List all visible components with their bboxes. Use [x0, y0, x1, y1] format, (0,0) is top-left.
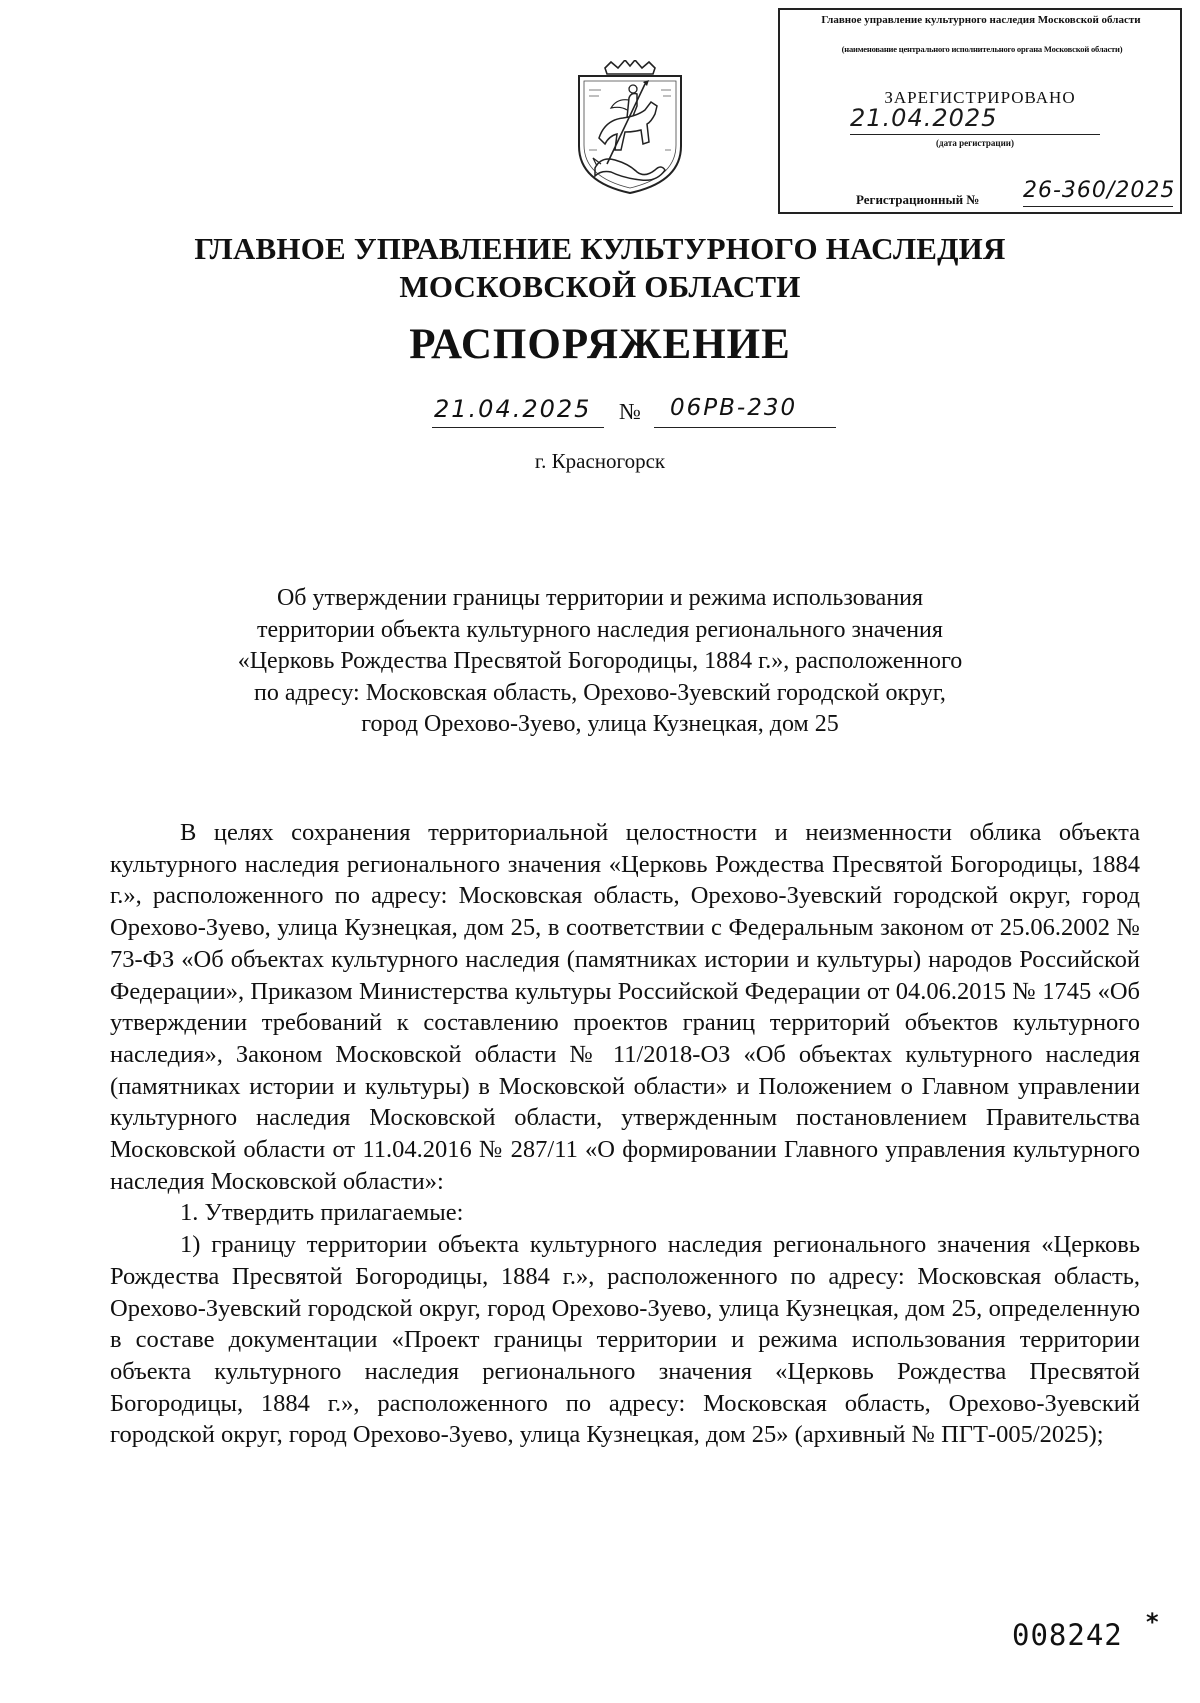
item-1-1-paragraph: 1) границу территории объекта культурного наследия регионального значения «Церковь Рождества Пресвятой Богородицы, 1884 г.», расположенного по адресу: Московская область, Орехово-Зуевский городской округ, город Орехово-Зуево, улица Кузнецкая, дом 25, определенную в составе документации «Проект границы территории и режима использования территории объекта культурного наследия регионального значения «Церковь Рождества Пресвятой Богородицы, 1884 г.», расположенного по адресу: Московская область, Орехово-Зуевский городской округ, город Орехово-Зуево, улица Кузнецкая, дом 25» (архивный № ПГТ-005/2025); — [110, 1231, 1140, 1449]
document-date: 21.04.2025 — [434, 395, 592, 423]
moscow-oblast-coat-of-arms-icon — [571, 60, 689, 195]
organization-title-line-2: МОСКОВСКОЙ ОБЛАСТИ — [399, 269, 801, 304]
document-number-line — [654, 427, 836, 428]
stamp-date: 21.04.2025 — [850, 104, 998, 132]
stamp-regnum-value: 26-360/2025 — [1023, 178, 1176, 203]
subject-line: по адресу: Московская область, Орехово-Зуевский городской округ, — [254, 679, 946, 706]
stamp-date-line — [850, 134, 1100, 135]
stamp-registered-label: ЗАРЕГИСТРИРОВАНО — [884, 88, 1076, 107]
stamp-regnum-label: Регистрационный № — [856, 192, 980, 207]
document-type: РАСПОРЯЖЕНИЕ — [409, 321, 791, 368]
preamble-paragraph: В целях сохранения территориальной целостности и неизменности облика объекта культурного наследия регионального значения «Церковь Рождества Пресвятой Богородицы, 1884 г.», расположенного по адресу: Московская область, Орехово-Зуевский городской округ, город Орехово-Зуево, улица Кузнецкая, дом 25, в соответствии с Федеральным законом от 25.06.2002 № 73-ФЗ «Об объектах культурного наследия (памятниках истории и культуры) народов Российской Федерации», Приказом Министерства культуры Российской Федерации от 04.06.2015 № 1745 «Об утверждении требований к составлению проектов границ территорий объектов культурного наследия», Законом Московской области № 11/2018-ОЗ «Об объектах культурного наследия (памятниках истории и культуры) в Московской области» и Положением о Главном управлении культурного наследия Московской области, утвержденным постановлением Правительства Московской области от 11.04.2016 № 287/11 «О формировании Главного управления культурного наследия Московской области»: — [110, 819, 1140, 1195]
document-number: 06РВ-230 — [670, 395, 798, 421]
subject-line: город Орехово-Зуево, улица Кузнецкая, дом 25 — [361, 711, 839, 737]
document-city: г. Красногорск — [534, 449, 666, 473]
subject-line: Об утверждении границы территории и режима использования — [276, 585, 924, 611]
item-1-paragraph: 1. Утвердить прилагаемые: — [180, 1199, 464, 1227]
document-subject — [150, 583, 1050, 741]
stamp-regnum-line — [1023, 206, 1173, 207]
stamp-date-caption: (дата регистрации) — [936, 138, 1014, 148]
organization-title-line-1: ГЛАВНОЕ УПРАВЛЕНИЕ КУЛЬТУРНОГО НАСЛЕДИЯ — [194, 231, 1006, 266]
subject-line: территории объекта культурного наследия регионального значения — [257, 616, 943, 643]
serial-mark: * — [1146, 1608, 1159, 1636]
number-sign: № — [619, 399, 641, 424]
document-body — [110, 817, 1140, 1451]
stamp-header: Главное управление культурного наследия Московской области — [821, 14, 1141, 26]
registration-stamp — [778, 8, 1182, 214]
stamp-subheader: (наименование центрального исполнительного органа Московской области) — [841, 44, 1123, 54]
organization-title — [0, 230, 1200, 306]
document-date-number — [0, 395, 1200, 435]
document-date-line — [432, 427, 604, 428]
form-serial-number: 008242 — [1012, 1618, 1123, 1652]
subject-line: «Церковь Рождества Пресвятой Богородицы, 1884 г.», расположенного — [237, 648, 963, 674]
